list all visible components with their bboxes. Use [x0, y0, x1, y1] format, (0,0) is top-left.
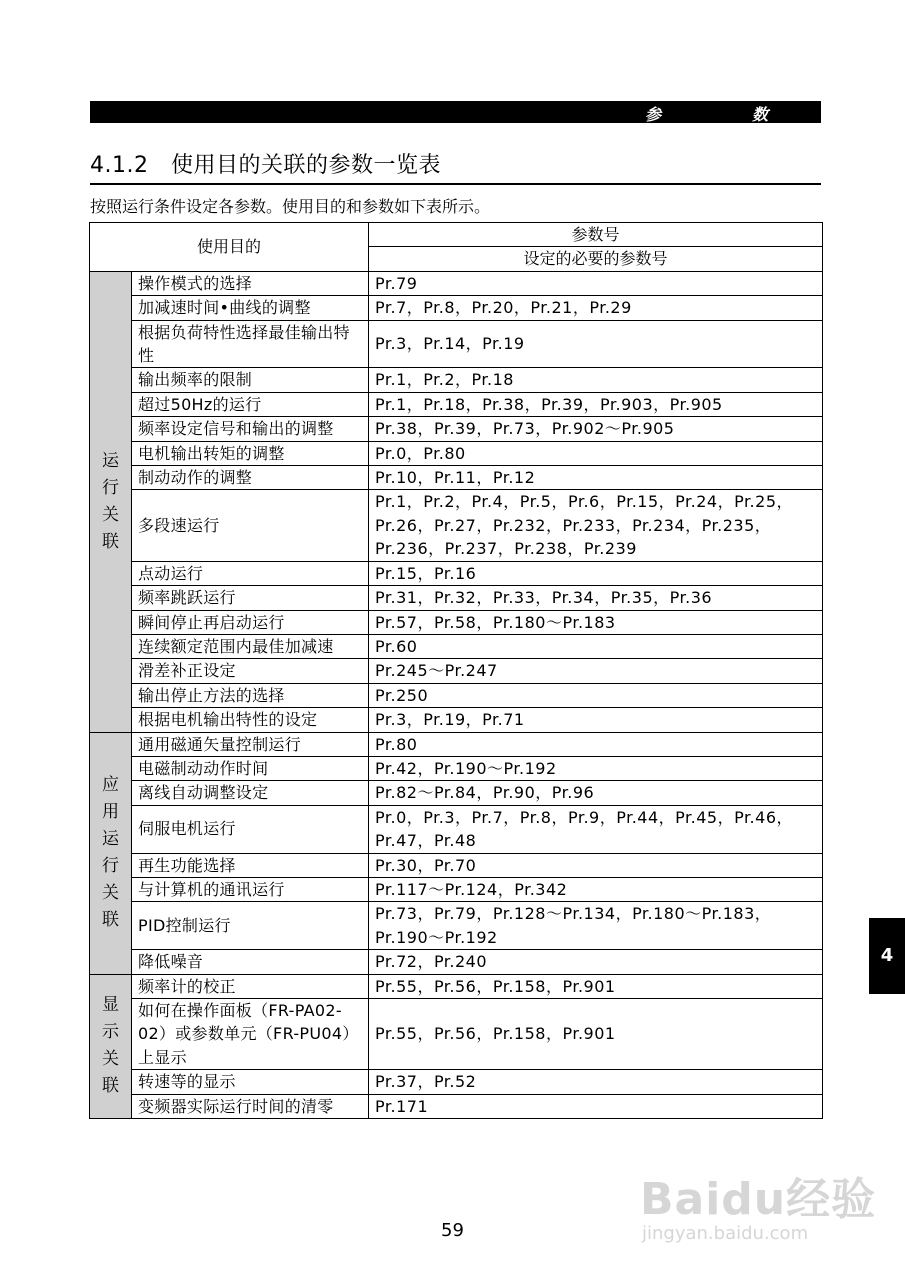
- table-row: [90, 659, 823, 683]
- purpose-cell: 根据负荷特性选择最佳输出特性: [132, 320, 369, 368]
- table-row: [90, 417, 823, 441]
- table-row: [90, 999, 823, 1070]
- purpose-cell: 多段速运行: [132, 490, 369, 561]
- params-cell: Pr.171: [369, 1094, 823, 1118]
- table-row: [90, 610, 823, 634]
- section-header-bar: [90, 101, 821, 123]
- category-cell: [90, 271, 132, 732]
- purpose-cell: 与计算机的通讯运行: [132, 877, 369, 901]
- table-row: [90, 271, 823, 295]
- table-row: [90, 732, 823, 756]
- params-cell: Pr.79: [369, 271, 823, 295]
- purpose-cell: 频率设定信号和输出的调整: [132, 417, 369, 441]
- watermark-logo: Baidu经验: [640, 1174, 877, 1225]
- purpose-cell: 降低噪音: [132, 950, 369, 974]
- params-cell: Pr.30，Pr.70: [369, 853, 823, 877]
- purpose-cell: 变频器实际运行时间的清零: [132, 1094, 369, 1118]
- header-params-sub: 设定的必要的参数号: [369, 247, 823, 271]
- params-cell: Pr.7，Pr.8，Pr.20，Pr.21，Pr.29: [369, 296, 823, 320]
- purpose-cell: 制动动作的调整: [132, 466, 369, 490]
- table-row: [90, 902, 823, 950]
- table-row: [90, 441, 823, 465]
- table-row: [90, 950, 823, 974]
- params-cell: Pr.60: [369, 634, 823, 658]
- purpose-cell: 瞬间停止再启动运行: [132, 610, 369, 634]
- purpose-cell: 转速等的显示: [132, 1070, 369, 1094]
- table-row: [90, 683, 823, 707]
- params-cell: Pr.57，Pr.58，Pr.180～Pr.183: [369, 610, 823, 634]
- params-cell: Pr.73，Pr.79，Pr.128～Pr.134，Pr.180～Pr.183，Pr.190～Pr.192: [369, 902, 823, 950]
- table-row: [90, 320, 823, 368]
- params-cell: Pr.3，Pr.19，Pr.71: [369, 708, 823, 732]
- purpose-cell: 伺服电机运行: [132, 805, 369, 853]
- purpose-cell: 频率跳跃运行: [132, 586, 369, 610]
- table-row: [90, 466, 823, 490]
- category-label: 运行关联: [102, 450, 119, 552]
- purpose-cell: 超过50Hz的运行: [132, 392, 369, 416]
- params-cell: Pr.10，Pr.11，Pr.12: [369, 466, 823, 490]
- table-row: [90, 368, 823, 392]
- params-cell: Pr.80: [369, 732, 823, 756]
- table-row: [90, 1094, 823, 1118]
- table-row: [90, 586, 823, 610]
- watermark-url: jingyan.baidu.com: [642, 1223, 809, 1244]
- params-cell: Pr.42，Pr.190～Pr.192: [369, 756, 823, 780]
- params-cell: Pr.0，Pr.3，Pr.7，Pr.8，Pr.9，Pr.44，Pr.45，Pr.46，Pr.47，Pr.48: [369, 805, 823, 853]
- params-cell: Pr.3，Pr.14，Pr.19: [369, 320, 823, 368]
- params-cell: Pr.31，Pr.32，Pr.33，Pr.34，Pr.35，Pr.36: [369, 586, 823, 610]
- purpose-cell: 频率计的校正: [132, 974, 369, 998]
- params-cell: Pr.38，Pr.39，Pr.73，Pr.902～Pr.905: [369, 417, 823, 441]
- params-cell: Pr.1，Pr.2，Pr.4，Pr.5，Pr.6，Pr.15，Pr.24，Pr.25，Pr.26，Pr.27，Pr.232，Pr.233，Pr.234，Pr.235，Pr.236，Pr.237，Pr.238，Pr.239: [369, 490, 823, 561]
- params-cell: Pr.55，Pr.56，Pr.158，Pr.901: [369, 974, 823, 998]
- params-cell: Pr.245～Pr.247: [369, 659, 823, 683]
- purpose-cell: 输出频率的限制: [132, 368, 369, 392]
- intro-text: 按照运行条件设定各参数。使用目的和参数如下表所示。: [90, 197, 491, 216]
- table-row: [90, 756, 823, 780]
- params-cell: Pr.117～Pr.124，Pr.342: [369, 877, 823, 901]
- table-row: [90, 490, 823, 561]
- category-label: 显示关联: [102, 995, 119, 1097]
- params-cell: Pr.0，Pr.80: [369, 441, 823, 465]
- table-row: [90, 296, 823, 320]
- table-row: [90, 561, 823, 585]
- table-header-row: [90, 223, 823, 247]
- section-title: 4.1.2 使用目的关联的参数一览表: [90, 153, 441, 178]
- table-row: [90, 392, 823, 416]
- header-label-1: 参: [645, 105, 662, 124]
- purpose-cell: 电机输出转矩的调整: [132, 441, 369, 465]
- params-cell: Pr.1，Pr.2，Pr.18: [369, 368, 823, 392]
- params-cell: Pr.72，Pr.240: [369, 950, 823, 974]
- purpose-cell: 电磁制动动作时间: [132, 756, 369, 780]
- purpose-cell: 离线自动调整设定: [132, 781, 369, 805]
- table-row: [90, 853, 823, 877]
- purpose-cell: 通用磁通矢量控制运行: [132, 732, 369, 756]
- purpose-cell: 连续额定范围内最佳加减速: [132, 634, 369, 658]
- header-label-2: 数: [752, 105, 769, 124]
- params-cell: Pr.55，Pr.56，Pr.158，Pr.901: [369, 999, 823, 1070]
- header-params: 参数号: [369, 223, 823, 247]
- params-cell: Pr.250: [369, 683, 823, 707]
- header-purpose: 使用目的: [90, 223, 369, 272]
- category-label: 应用运行关联: [102, 775, 119, 931]
- table-row: [90, 877, 823, 901]
- purpose-cell: 如何在操作面板（FR-PA02-02）或参数单元（FR-PU04）上显示: [132, 999, 369, 1070]
- watermark: [640, 1145, 877, 1275]
- purpose-cell: 输出停止方法的选择: [132, 683, 369, 707]
- table-row: [90, 708, 823, 732]
- table-row: [90, 974, 823, 998]
- page-number: 59: [441, 1220, 464, 1241]
- table-row: [90, 781, 823, 805]
- table-row: [90, 805, 823, 853]
- params-cell: Pr.1，Pr.18，Pr.38，Pr.39，Pr.903，Pr.905: [369, 392, 823, 416]
- purpose-cell: 点动运行: [132, 561, 369, 585]
- params-cell: Pr.37，Pr.52: [369, 1070, 823, 1094]
- params-cell: Pr.82～Pr.84，Pr.90，Pr.96: [369, 781, 823, 805]
- params-cell: Pr.15，Pr.16: [369, 561, 823, 585]
- parameter-table: [89, 222, 823, 1119]
- chapter-tab: 4: [869, 918, 905, 994]
- title-underline: [90, 183, 821, 185]
- purpose-cell: 加减速时间•曲线的调整: [132, 296, 369, 320]
- category-cell: [90, 732, 132, 974]
- purpose-cell: 再生功能选择: [132, 853, 369, 877]
- purpose-cell: PID控制运行: [132, 902, 369, 950]
- table-row: [90, 1070, 823, 1094]
- purpose-cell: 滑差补正设定: [132, 659, 369, 683]
- table-row: [90, 634, 823, 658]
- purpose-cell: 根据电机输出特性的设定: [132, 708, 369, 732]
- category-cell: [90, 974, 132, 1118]
- purpose-cell: 操作模式的选择: [132, 271, 369, 295]
